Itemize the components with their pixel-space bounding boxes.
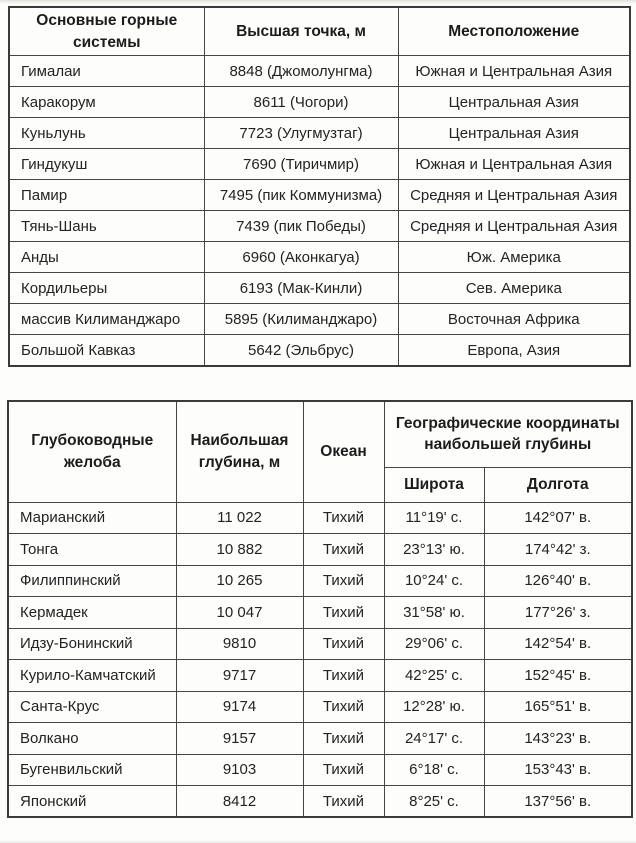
scan-edge-artifact-top xyxy=(0,0,636,4)
col-header-highest-point: Высшая точка, м xyxy=(204,7,398,56)
col-header-mountain-systems: Основные горные системы xyxy=(9,7,204,56)
location-cell: Сев. Америка xyxy=(398,273,630,304)
depth-cell: 10 047 xyxy=(176,597,303,629)
ocean-cell: Тихий xyxy=(303,628,384,660)
latitude-cell: 12°28' ю. xyxy=(384,691,484,723)
mountain-table-header xyxy=(9,7,630,56)
table-row xyxy=(8,565,632,597)
location-cell: Средняя и Центральная Азия xyxy=(398,211,630,242)
longitude-cell: 152°45' в. xyxy=(484,660,632,692)
mountain-table-body xyxy=(9,56,630,366)
trench-name-cell: Курило-Камчатский xyxy=(8,660,176,692)
depth-cell: 9174 xyxy=(176,691,303,723)
highest-point-cell: 5895 (Килиманджаро) xyxy=(204,304,398,335)
ocean-cell: Тихий xyxy=(303,534,384,566)
mountain-name-cell: Памир xyxy=(9,180,204,211)
trenches-table-header xyxy=(8,401,632,502)
table-row xyxy=(8,628,632,660)
mountain-name-cell: Тянь-Шань xyxy=(9,211,204,242)
table-row xyxy=(9,335,630,366)
depth-cell: 9717 xyxy=(176,660,303,692)
depth-cell: 9810 xyxy=(176,628,303,660)
col-header-coordinates-group: Географические координаты наибольшей глубины xyxy=(384,401,632,467)
longitude-cell: 142°07' в. xyxy=(484,502,632,534)
location-cell: Европа, Азия xyxy=(398,335,630,366)
location-cell: Южная и Центральная Азия xyxy=(398,56,630,87)
longitude-cell: 143°23' в. xyxy=(484,723,632,755)
latitude-cell: 10°24' с. xyxy=(384,565,484,597)
trench-name-cell: Филиппинский xyxy=(8,565,176,597)
highest-point-cell: 8611 (Чогори) xyxy=(204,87,398,118)
latitude-cell: 31°58' ю. xyxy=(384,597,484,629)
ocean-cell: Тихий xyxy=(303,597,384,629)
trench-name-cell: Японский xyxy=(8,786,176,818)
depth-cell: 11 022 xyxy=(176,502,303,534)
highest-point-cell: 7690 (Тиричмир) xyxy=(204,149,398,180)
location-cell: Центральная Азия xyxy=(398,118,630,149)
col-header-depth: Наибольшая глубина, м xyxy=(176,401,303,502)
ocean-cell: Тихий xyxy=(303,565,384,597)
location-cell: Восточная Африка xyxy=(398,304,630,335)
ocean-cell: Тихий xyxy=(303,502,384,534)
latitude-cell: 8°25' с. xyxy=(384,786,484,818)
ocean-cell: Тихий xyxy=(303,786,384,818)
highest-point-cell: 6960 (Аконкагуа) xyxy=(204,242,398,273)
table-row xyxy=(8,691,632,723)
ocean-cell: Тихий xyxy=(303,691,384,723)
table-row xyxy=(9,87,630,118)
depth-cell: 9103 xyxy=(176,754,303,786)
header-row-main xyxy=(8,401,632,467)
longitude-cell: 126°40' в. xyxy=(484,565,632,597)
latitude-cell: 29°06' с. xyxy=(384,628,484,660)
longitude-cell: 142°54' в. xyxy=(484,628,632,660)
depth-cell: 10 882 xyxy=(176,534,303,566)
highest-point-cell: 5642 (Эльбрус) xyxy=(204,335,398,366)
highest-point-cell: 6193 (Мак-Кинли) xyxy=(204,273,398,304)
col-header-latitude: Широта xyxy=(384,467,484,502)
table-row xyxy=(9,273,630,304)
highest-point-cell: 7495 (пик Коммунизма) xyxy=(204,180,398,211)
location-cell: Южная и Центральная Азия xyxy=(398,149,630,180)
highest-point-cell: 7723 (Улугмузтаг) xyxy=(204,118,398,149)
ocean-cell: Тихий xyxy=(303,723,384,755)
longitude-cell: 137°56' в. xyxy=(484,786,632,818)
trenches-table-body xyxy=(8,502,632,817)
trench-name-cell: Тонга xyxy=(8,534,176,566)
table-row xyxy=(9,56,630,87)
location-cell: Центральная Азия xyxy=(398,87,630,118)
latitude-cell: 24°17' с. xyxy=(384,723,484,755)
table-row xyxy=(8,723,632,755)
trench-name-cell: Идзу-Бонинский xyxy=(8,628,176,660)
mountain-name-cell: Куньлунь xyxy=(9,118,204,149)
mountain-systems-table xyxy=(8,6,631,367)
col-header-longitude: Долгота xyxy=(484,467,632,502)
ocean-cell: Тихий xyxy=(303,754,384,786)
table-row xyxy=(8,786,632,818)
latitude-cell: 6°18' с. xyxy=(384,754,484,786)
trench-name-cell: Кермадек xyxy=(8,597,176,629)
longitude-cell: 165°51' в. xyxy=(484,691,632,723)
table-row xyxy=(8,502,632,534)
table-row xyxy=(8,754,632,786)
table-row xyxy=(8,660,632,692)
mountain-name-cell: Гиндукуш xyxy=(9,149,204,180)
header-row xyxy=(9,7,630,56)
deep-sea-trenches-table xyxy=(7,400,633,818)
col-header-trench: Глубоководные желоба xyxy=(8,401,176,502)
table-row xyxy=(9,304,630,335)
col-header-ocean: Океан xyxy=(303,401,384,502)
trench-name-cell: Санта-Крус xyxy=(8,691,176,723)
table-row xyxy=(9,242,630,273)
location-cell: Юж. Америка xyxy=(398,242,630,273)
trench-name-cell: Бугенвильский xyxy=(8,754,176,786)
longitude-cell: 153°43' в. xyxy=(484,754,632,786)
mountain-name-cell: Гималаи xyxy=(9,56,204,87)
col-header-location: Местоположение xyxy=(398,7,630,56)
table-row xyxy=(9,149,630,180)
ocean-cell: Тихий xyxy=(303,660,384,692)
latitude-cell: 23°13' ю. xyxy=(384,534,484,566)
mountain-name-cell: Кордильеры xyxy=(9,273,204,304)
latitude-cell: 11°19' с. xyxy=(384,502,484,534)
table-row xyxy=(8,534,632,566)
highest-point-cell: 8848 (Джомолунгма) xyxy=(204,56,398,87)
depth-cell: 10 265 xyxy=(176,565,303,597)
table-row xyxy=(9,211,630,242)
table-row xyxy=(9,180,630,211)
mountain-name-cell: Большой Кавказ xyxy=(9,335,204,366)
depth-cell: 8412 xyxy=(176,786,303,818)
highest-point-cell: 7439 (пик Победы) xyxy=(204,211,398,242)
longitude-cell: 174°42' з. xyxy=(484,534,632,566)
trench-name-cell: Марианский xyxy=(8,502,176,534)
location-cell: Средняя и Центральная Азия xyxy=(398,180,630,211)
longitude-cell: 177°26' з. xyxy=(484,597,632,629)
table-row xyxy=(9,118,630,149)
depth-cell: 9157 xyxy=(176,723,303,755)
trench-name-cell: Волкано xyxy=(8,723,176,755)
table-row xyxy=(8,597,632,629)
mountain-name-cell: массив Килиманджаро xyxy=(9,304,204,335)
latitude-cell: 42°25' с. xyxy=(384,660,484,692)
mountain-name-cell: Анды xyxy=(9,242,204,273)
mountain-name-cell: Каракорум xyxy=(9,87,204,118)
